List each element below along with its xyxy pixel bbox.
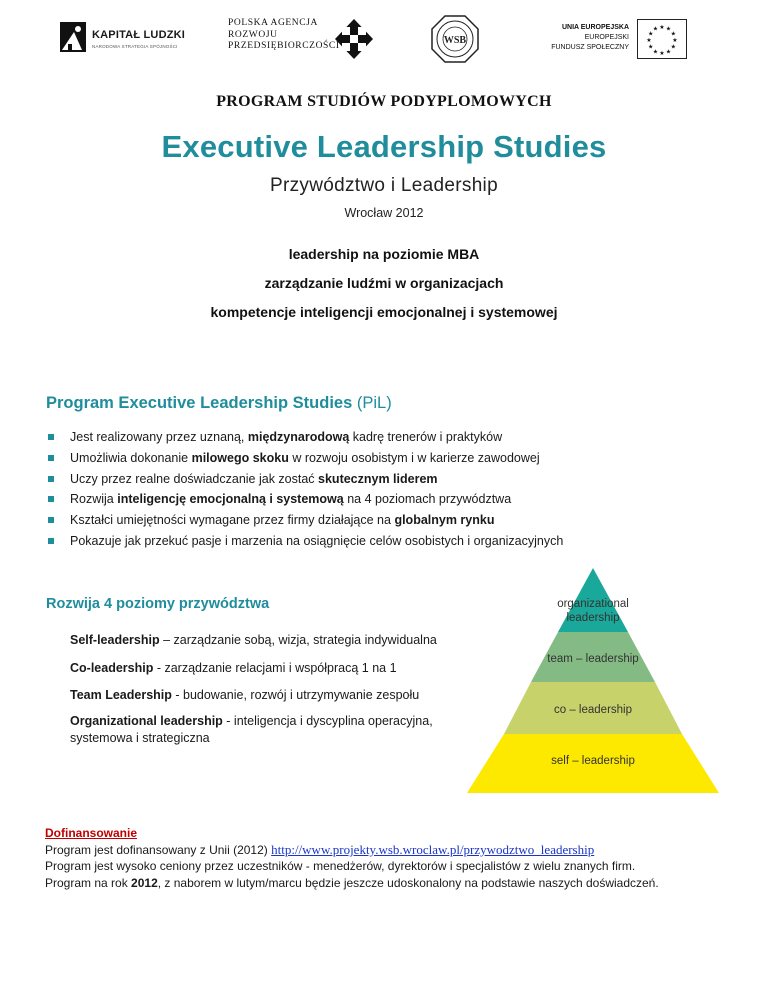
funding-line: Program jest wysoko ceniony przez uczestników - menedżerów, dyrektorów i specjalistów z wielu znanych firm.: [45, 859, 636, 873]
program-heading-suffix: (PiL): [356, 394, 392, 412]
parp-name: [228, 18, 340, 53]
tagline: leadership na poziomie MBA: [288, 246, 480, 262]
bullet-square-icon: [48, 538, 54, 544]
eu-text: [551, 23, 629, 53]
bullet-item: Uczy przez realne doświadczanie jak zostać skutecznym liderem: [46, 469, 563, 490]
project-link[interactable]: http://www.projekty.wsb.wroclaw.pl/przywodztwo_leadership: [271, 842, 595, 857]
kapital-ludzki-emblem-icon: [58, 20, 88, 54]
svg-text:★: ★: [659, 24, 665, 31]
leadership-pyramid: [467, 568, 719, 793]
tagline: zarządzanie ludźmi w organizacjach: [264, 275, 504, 291]
svg-text:★: ★: [672, 37, 678, 44]
pyramid-label-team: team – leadership: [547, 653, 639, 665]
kapital-ludzki-logo: [58, 20, 198, 56]
bullet-square-icon: [48, 496, 54, 502]
program-bullet-list: [46, 427, 563, 552]
place-date: Wrocław 2012: [344, 206, 424, 220]
pyramid-label-organizational: organizational leadership: [557, 598, 629, 624]
level-item-team: Team Leadership - budowanie, rozwój i utrzymywanie zespołu: [70, 688, 420, 702]
parp-logo: [228, 18, 378, 60]
svg-text:★: ★: [670, 30, 676, 38]
parp-line: ROZWOJU: [228, 29, 278, 40]
funding-heading: Dofinansowanie: [45, 826, 138, 840]
svg-text:★: ★: [648, 43, 654, 51]
page-title: Executive Leadership Studies: [161, 129, 607, 164]
bullet-item: Pokazuje jak przekuć pasje i marzenia na osiągnięcie celów osobistych i organizacyjnych: [46, 531, 563, 552]
bullet-item: Jest realizowany przez uznaną, międzynarodową kadrę trenerów i praktyków: [46, 427, 563, 448]
wsb-seal-logo: [430, 14, 480, 64]
level-item-self: Self-leadership – zarządzanie sobą, wizja, strategia indywidualna: [70, 633, 437, 647]
eu-line: FUNDUSZ SPOŁECZNY: [551, 44, 629, 51]
svg-text:★: ★: [665, 25, 672, 33]
parp-line: PRZEDSIĘBIORCZOŚCI: [228, 41, 340, 51]
eu-flag-icon: [637, 19, 687, 59]
program-heading-text: Program Executive Leadership Studies: [46, 394, 353, 412]
bullet-square-icon: [48, 455, 54, 461]
svg-text:★: ★: [648, 30, 654, 38]
program-heading: [46, 394, 392, 413]
bullet-item: Umożliwia dokonanie milowego skoku w rozwoju osobistym i w karierze zawodowej: [46, 448, 563, 469]
bullet-item: Rozwija inteligencję emocjonalną i systemową na 4 poziomach przywództwa: [46, 489, 563, 510]
levels-heading: Rozwija 4 poziomy przywództwa: [46, 596, 270, 612]
eu-line: EUROPEJSKI: [584, 34, 629, 41]
pyramid-label-co: co – leadership: [554, 704, 632, 716]
bullet-item: Kształci umiejętności wymagane przez firmy działające na globalnym rynku: [46, 510, 563, 531]
funding-line: Program jest dofinansowany z Unii (2012) http://www.projekty.wsb.wroclaw.pl/przywodztwo_leadership: [45, 842, 595, 857]
pyramid-label-self: self – leadership: [551, 755, 635, 767]
level-item-organizational: Organizational leadership - inteligencja i dyscyplina operacyjna, systemowa i strategiczna: [70, 714, 433, 745]
kapital-ludzki-name: KAPITAŁ LUDZKI: [92, 29, 186, 41]
svg-text:★: ★: [652, 48, 659, 56]
tagline: kompetencje inteligencji emocjonalnej i systemowej: [210, 304, 558, 320]
program-type-label: PROGRAM STUDIÓW PODYPLOMOWYCH: [216, 93, 552, 110]
svg-text:★: ★: [652, 25, 659, 33]
eu-line: UNIA EUROPEJSKA: [561, 24, 629, 31]
svg-text:★: ★: [646, 37, 652, 44]
kapital-ludzki-tagline: NARODOWA STRATEGIA SPÓJNOŚCI: [92, 44, 178, 49]
svg-text:★: ★: [659, 50, 665, 57]
svg-text:★: ★: [670, 43, 676, 51]
parp-emblem-icon: [334, 18, 374, 60]
wsb-monogram: WSB: [443, 35, 467, 46]
bullet-square-icon: [48, 476, 54, 482]
bullet-square-icon: [48, 434, 54, 440]
level-item-co: Co-leadership - zarządzanie relacjami i współpracą 1 na 1: [70, 661, 397, 675]
eu-logo: [537, 19, 687, 61]
page-subtitle: Przywództwo i Leadership: [270, 175, 498, 196]
svg-text:★: ★: [665, 48, 672, 56]
parp-line: POLSKA AGENCJA: [228, 18, 318, 28]
funding-line: Program na rok 2012, z naborem w lutym/marcu będzie jeszcze udoskonalony na podstawie naszych doświadczeń.: [45, 876, 659, 890]
bullet-square-icon: [48, 517, 54, 523]
wsb-seal-icon: [430, 14, 480, 64]
